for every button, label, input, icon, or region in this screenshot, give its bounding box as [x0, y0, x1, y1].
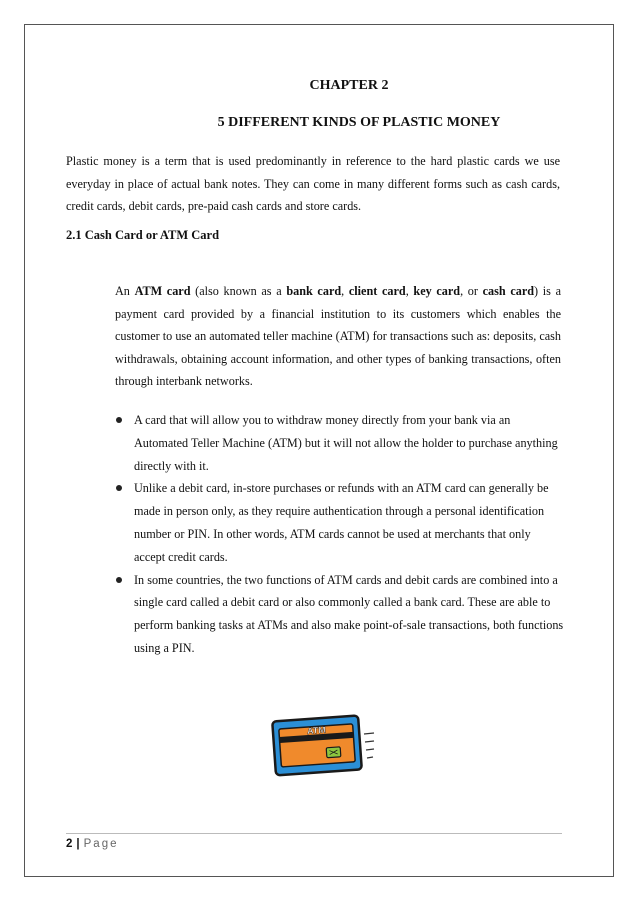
list-item: [112, 569, 564, 660]
list-item-text: In some countries, the two functions of ATM cards and debit cards are combined into a single card called a debit card or also commonly called a bank card. These are able to perform banking tasks at ATMs and also make point-of-sale transactions, both functions using a PIN.: [134, 572, 564, 655]
atm-card-label: ATM: [306, 724, 327, 737]
list-item-text: A card that will allow you to withdraw money directly from your bank via an Automated Teller Machine (ATM) but it will not allow the holder to purchase anything directly with it.: [134, 413, 558, 473]
para-text: An: [115, 284, 135, 298]
atm-definition-paragraph: [115, 280, 561, 393]
para-text: (also known as a: [190, 284, 287, 298]
term-bank-card: bank card: [286, 284, 342, 298]
para-text: ,: [405, 284, 414, 298]
bullet-list: [112, 409, 564, 660]
term-atm-card: ATM card: [134, 284, 191, 298]
page-label: Page: [83, 838, 119, 850]
bullet-icon: [116, 485, 122, 491]
para-text: ) is a payment card provided by a financial institution to its customers which enables the customer to use an automated teller machine (ATM) for transactions such as: deposits, cash withdrawals, obtaining account information, and other types of banking transactions, often through interbank networks.: [115, 284, 562, 388]
term-client-card: client card: [348, 284, 406, 298]
page-footer: [66, 838, 118, 850]
atm-card-icon: [270, 712, 376, 778]
bullet-icon: [116, 577, 122, 583]
page-number: 2: [66, 838, 73, 850]
intro-paragraph: Plastic money is a term that is used predominantly in reference to the hard plastic cards we use everyday in place of actual bank notes. They can come in many different forms such as cash cards, credit cards, debit cards, pre-paid cash cards and store cards.: [66, 154, 560, 213]
list-item: [112, 409, 564, 477]
para-text: ,: [341, 284, 349, 298]
footer-divider: [66, 833, 562, 834]
para-text: , or: [460, 284, 483, 298]
section-heading: 2.1 Cash Card or ATM Card: [66, 228, 220, 242]
bullet-icon: [116, 417, 122, 423]
list-item-text: Unlike a debit card, in-store purchases or refunds with an ATM card can generally be made in person only, as they require authentication through a personal identification number or PIN. In other words, ATM cards cannot be used at merchants that only accept credit cards.: [134, 481, 549, 564]
term-cash-card: cash card: [482, 284, 535, 298]
chapter-label: CHAPTER 2: [309, 78, 389, 93]
term-key-card: key card: [413, 284, 461, 298]
list-item: [112, 477, 564, 568]
chapter-title: 5 DIFFERENT KINDS OF PLASTIC MONEY: [217, 115, 501, 130]
footer-separator: |: [76, 838, 80, 850]
